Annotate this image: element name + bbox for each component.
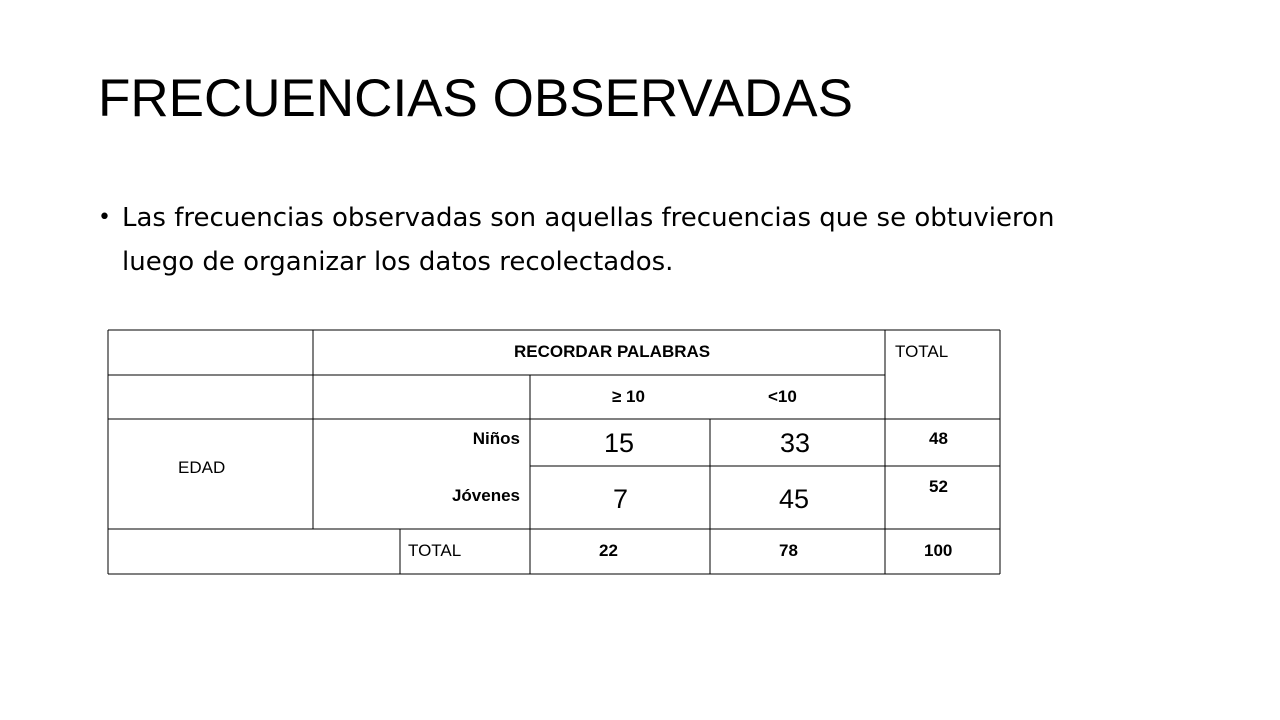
bullet-text: Las frecuencias observadas son aquellas frecuencias que se obtuvieron luego de organizar los datos recolectados. (122, 203, 1055, 277)
cell-total-total: 100 (924, 541, 953, 560)
cell-ninos-lt10: 33 (780, 428, 811, 458)
cell-jovenes-ge10: 7 (613, 484, 629, 514)
col-header-ge10: ≥ 10 (612, 387, 645, 406)
slide-title: FRECUENCIAS OBSERVADAS (98, 69, 853, 128)
cell-ninos-ge10: 15 (604, 428, 635, 458)
row-label-ninos: Niños (472, 429, 520, 448)
row-label-total: TOTAL (408, 541, 462, 560)
cell-total-lt10: 78 (779, 541, 798, 560)
cell-ninos-total: 48 (929, 429, 948, 448)
row-label-jovenes: Jóvenes (451, 486, 520, 505)
header-recordar-palabras: RECORDAR PALABRAS (514, 342, 711, 361)
col-header-lt10: <10 (768, 387, 797, 406)
header-total: TOTAL (895, 342, 949, 361)
row-group-edad: EDAD (178, 458, 226, 477)
cell-jovenes-total: 52 (929, 477, 948, 496)
bullet-icon: • (98, 205, 111, 230)
bullet-paragraph (98, 196, 1078, 284)
cell-jovenes-lt10: 45 (779, 484, 810, 514)
cell-total-ge10: 22 (599, 541, 618, 560)
